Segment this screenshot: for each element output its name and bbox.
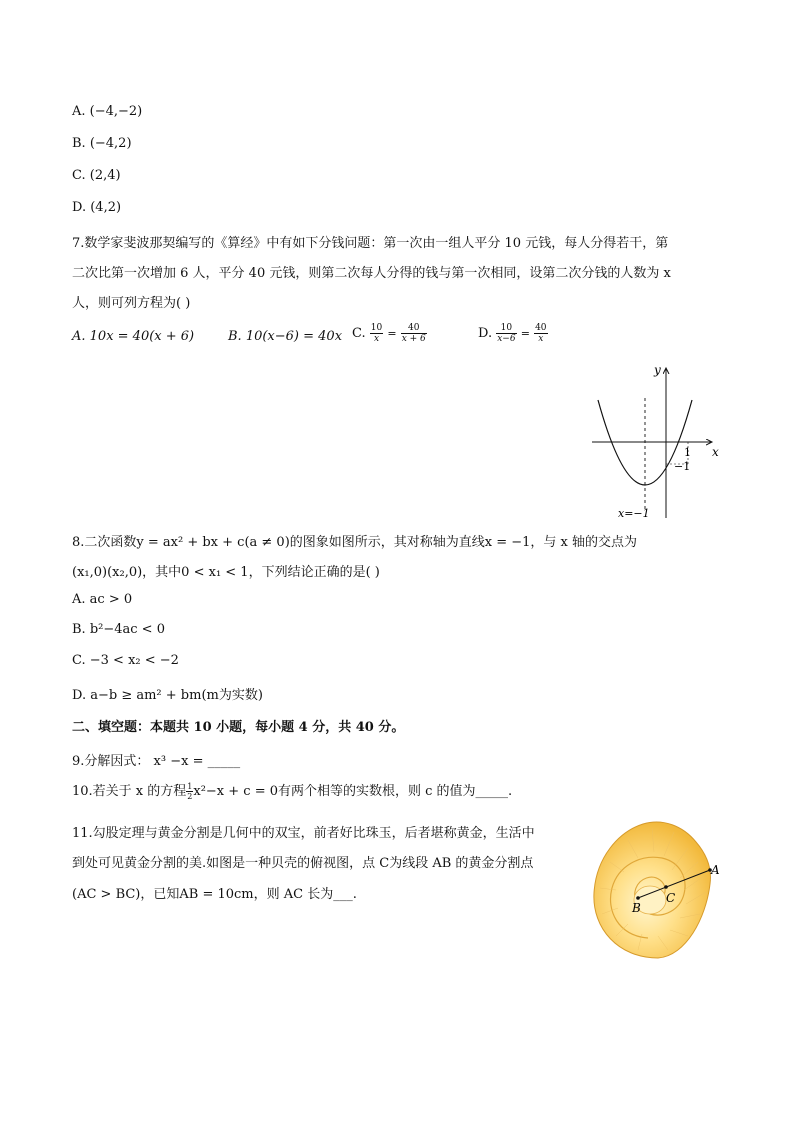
q7-option-c-label: C. — [352, 326, 366, 341]
parabola-graph — [588, 360, 728, 525]
q6-option-c: C. (2,4) — [72, 168, 121, 183]
fraction: $\frac{40}{x}$ — [535, 323, 547, 344]
tick-label-1: 1 — [684, 446, 691, 459]
q7-option-d: D. $\frac{10}{x-6}$ = $\frac{40}{x}$ — [478, 323, 547, 344]
q6-option-a: A. (−4,−2) — [72, 104, 143, 119]
point-b — [636, 896, 640, 900]
q8-option-b: B. b²−4ac < 0 — [72, 622, 165, 637]
q6-option-d: D. (4,2) — [72, 200, 122, 215]
q8-option-c: C. −3 < x₂ < −2 — [72, 653, 179, 668]
q10-stem-pre: 10.若关于 x 的方程 — [72, 784, 187, 799]
label-c: C — [666, 891, 676, 905]
q7-option-b: B. 10(x−6) = 40x — [228, 329, 343, 344]
point-c — [664, 885, 668, 889]
fraction: $\frac{10}{x}$ — [370, 323, 383, 344]
fraction: $\frac{10}{x-6}$ — [497, 323, 516, 344]
q7-stem-line3: 人，则可列方程为( ) — [72, 296, 191, 311]
q11-stem-line1: 11.勾股定理与黄金分割是几何中的双宝，前者好比珠玉，后者堪称黄金，生活中 — [72, 826, 535, 841]
q7-option-a: A. 10x = 40(x + 6) — [72, 329, 195, 344]
q8-option-d: D. a−b ≥ am² + bm(m为实数) — [72, 688, 263, 703]
q9-stem: 9.分解因式： x³ −x = _____ — [72, 754, 241, 769]
fraction: $\frac{40}{x + 6}$ — [401, 323, 426, 344]
q7-stem-line1: 7.数学家斐波那契编写的《算经》中有如下分钱问题：第一次由一组人平分 10 元钱，每人分得若干，第 — [72, 236, 669, 251]
q10-stem-post: x²−x + c = 0有两个相等的实数根，则 c 的值为_____. — [193, 784, 513, 799]
fraction: $\frac{1}{2}$ — [187, 782, 193, 801]
shell-illustration — [588, 818, 728, 963]
q8-option-a: A. ac > 0 — [72, 592, 133, 607]
q11-stem-line3: (AC > BC)，已知AB = 10cm，则 AC 长为___. — [72, 887, 357, 902]
section-heading: 二、填空题：本题共 10 小题，每小题 4 分，共 40 分。 — [72, 720, 405, 735]
label-a: A — [711, 863, 720, 877]
q8-stem-line1: 8.二次函数y = ax² + bx + c(a ≠ 0)的图象如图所示，其对称轴为直线x = −1，与 x 轴的交点为 — [72, 535, 638, 550]
q8-stem-line2: (x₁,0)(x₂,0)，其中0 < x₁ < 1，下列结论正确的是( ) — [72, 565, 380, 580]
q7-option-c: C. $\frac{10}{x}$ = $\frac{40}{x + 6}$ — [352, 323, 426, 344]
q7-stem-line2: 二次比第一次增加 6 人，平分 40 元钱，则第二次每人分得的钱与第一次相同，设第二次分钱的人数为 x — [72, 266, 671, 281]
symmetry-label: x=−1 — [618, 507, 650, 520]
x-axis-label: x — [712, 445, 719, 459]
tick-label-neg1: −1 — [674, 460, 691, 473]
q6-option-b: B. (−4,2) — [72, 136, 132, 151]
q7-option-d-label: D. — [478, 326, 493, 341]
q11-stem-line2: 到处可见黄金分割的美.如图是一种贝壳的俯视图，点 C为线段 AB 的黄金分割点 — [72, 856, 534, 871]
q10-stem — [72, 780, 512, 801]
y-axis-label: y — [654, 363, 661, 377]
label-b: B — [632, 901, 641, 915]
